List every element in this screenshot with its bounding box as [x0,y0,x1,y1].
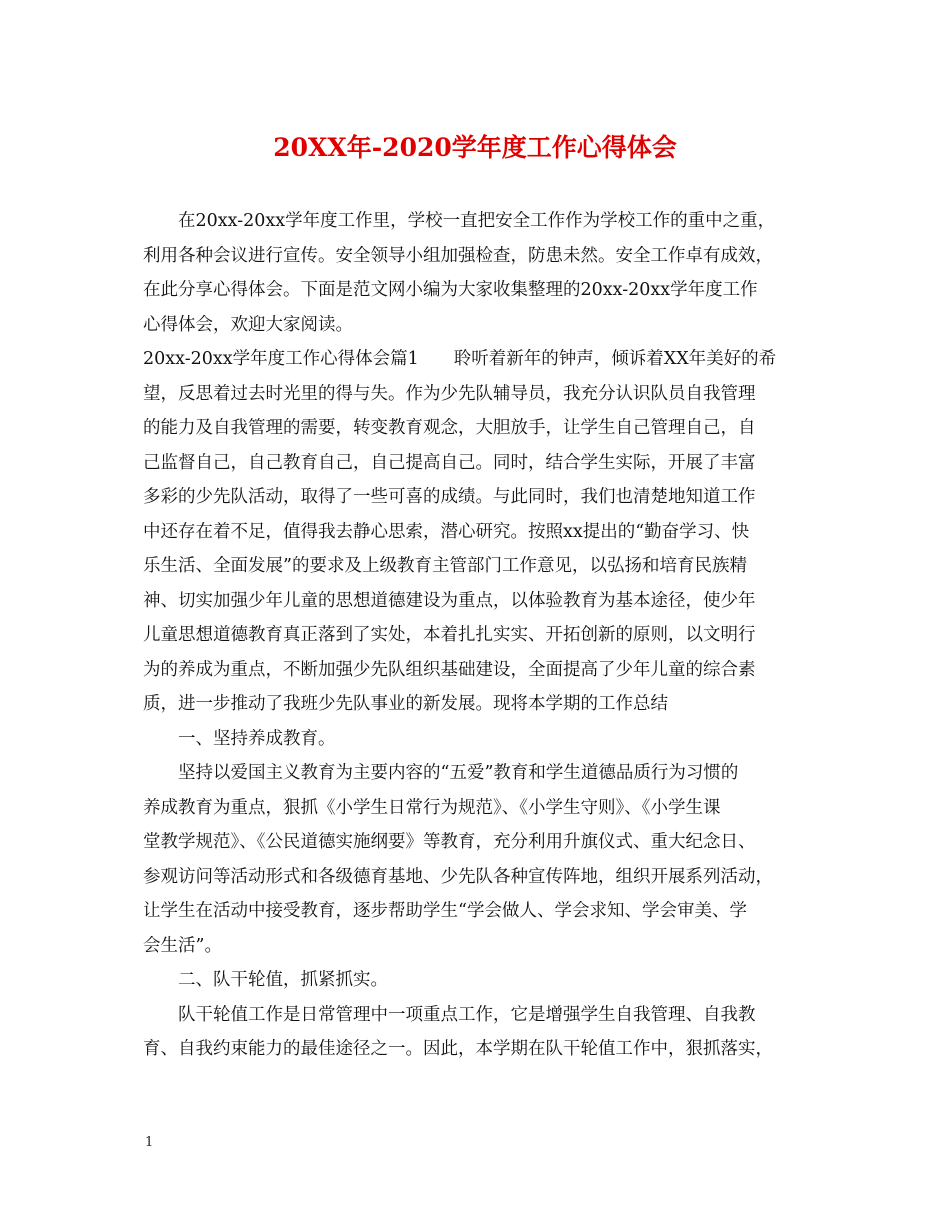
document-body [143,204,833,1067]
text-line: 20xx-20xx学年度工作心得体会篇1 聆听着新年的钟声，倾诉着XX年美好的希 [143,349,777,369]
text-line: 让学生在活动中接受教育，逐步帮助学生“学会做人、学会求知、学会审美、学 [143,901,747,921]
text-line: 养成教育为重点，狠抓《小学生日常行为规范》、《小学生守则》、《小学生课 [143,797,721,818]
text-line: 儿童思想道德教育真正落到了实处，本着扎扎实实、开拓创新的原则，以文明行 [143,625,756,645]
text-line: 神、切实加强少年儿童的思想道德建设为重点，以体验教育为基本途径，使少年 [143,590,756,611]
text-line: 参观访问等活动形式和各级德育基地、少先队各种宣传阵地，组织开展系列活动， [143,866,773,887]
text-line: 为的养成为重点，不断加强少先队组织基础建设，全面提高了少年儿童的综合素 [143,659,756,680]
text-line: 堂教学规范》、《公民道德实施纲要》等教育，充分利用升旗仪式、重大纪念日、 [143,832,756,852]
text-line: 育、自我约束能力的最佳途径之一。因此，本学期在队干轮值工作中，狠抓落实， [143,1039,773,1059]
text-line: 己监督自己，自己教育自己，自己提高自己。同时，结合学生实际，开展了丰富 [143,452,756,473]
section-heading: 一、坚持养成教育。 [178,728,336,749]
text-line: 质，进一步推动了我班少先队事业的新发展。现将本学期的工作总结 [143,694,668,714]
text-line: 中还存在着不足，值得我去静心思索，潜心研究。按照xx提出的“勤奋学习、快 [143,521,750,542]
text-line: 心得体会，欢迎大家阅读。 [143,314,353,335]
text-line: 在此分享心得体会。下面是范文网小编为大家收集整理的20xx-20xx学年度工作 [143,280,758,300]
text-line: 队干轮值工作是日常管理中一项重点工作，它是增强学生自我管理、自我教 [178,1004,756,1025]
document-title: 20XX年-2020学年度工作心得体会 [273,133,677,162]
text-line: 坚持以爱国主义教育为主要内容的“五爱”教育和学生道德品质行为习惯的 [178,763,739,783]
text-line: 望，反思着过去时光里的得与失。作为少先队辅导员，我充分认识队员自我管理 [143,383,756,404]
text-line: 乐生活、全面发展”的要求及上级教育主管部门工作意见，以弘扬和培育民族精 [143,556,747,576]
section-heading: 二、队干轮值，抓紧抓实。 [178,970,388,990]
text-line: 利用各种会议进行宣传。安全领导小组加强检查，防患未然。安全工作卓有成效， [143,245,773,266]
text-line: 在20xx-20xx学年度工作里，学校一直把安全工作作为学校工作的重中之重， [178,211,776,231]
text-line: 会生活”。 [143,935,222,956]
text-line: 的能力及自我管理的需要，转变教育观念，大胆放手，让学生自己管理自己，自 [143,418,756,438]
page-number: 1 [145,1135,154,1150]
text-line: 多彩的少先队活动，取得了一些可喜的成绩。与此同时，我们也清楚地知道工作 [143,487,756,507]
